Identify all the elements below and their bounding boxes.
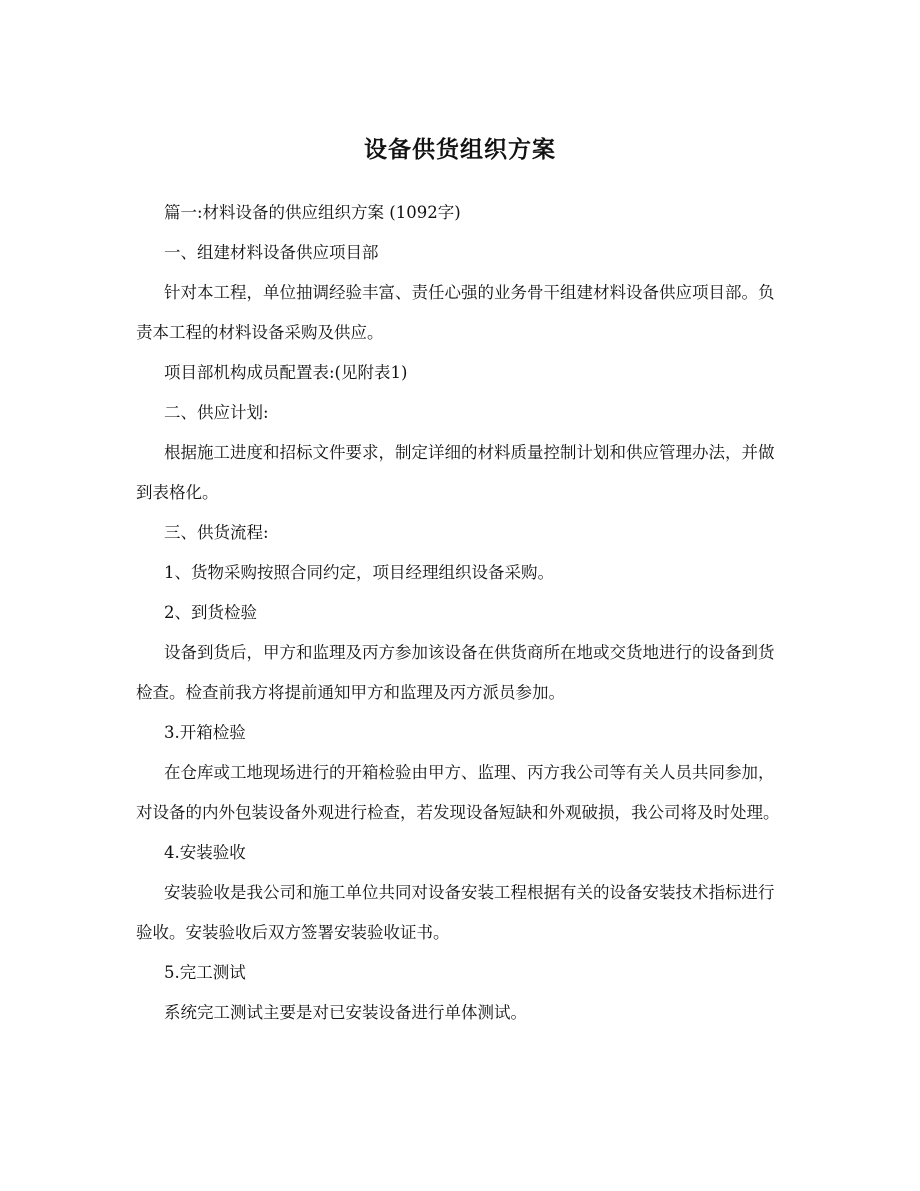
paragraph-step-2-text: 设备到货后，甲方和监理及丙方参加该设备在供货商所在地或交货地进行的设备到货检查。检查前我方将提前通知甲方和监理及丙方派员参加。 — [136, 643, 775, 702]
document-title: 设备供货组织方案 — [364, 136, 556, 163]
paragraph-section-3-heading: 三、供货流程: — [164, 523, 269, 542]
paragraph-step-4-text: 安装验收是我公司和施工单位共同对设备安装工程根据有关的设备安装技术指标进行验收。安装验收后双方签署安装验收证书。 — [136, 883, 775, 942]
paragraph-section-1-heading: 一、组建材料设备供应项目部 — [164, 243, 379, 262]
document-body — [136, 193, 786, 1033]
paragraph-heading-part-one: 篇一:材料设备的供应组织方案 (1092字) — [164, 203, 461, 222]
paragraph-section-1-text: 针对本工程，单位抽调经验丰富、责任心强的业务骨干组建材料设备供应项目部。负责本工程的材料设备采购及供应。 — [136, 283, 775, 342]
paragraph-section-2-heading: 二、供应计划: — [164, 403, 269, 422]
paragraph-step-5-text: 系统完工测试主要是对已安装设备进行单体测试。 — [164, 1003, 527, 1022]
paragraph-org-table-note: 项目部机构成员配置表:(见附表1) — [164, 363, 408, 382]
paragraph-step-1: 1、货物采购按照合同约定，项目经理组织设备采购。 — [164, 563, 554, 582]
paragraph-step-4-heading: 4.安装验收 — [164, 843, 246, 862]
paragraph-step-3-heading: 3.开箱检验 — [164, 723, 246, 742]
paragraph-step-2-heading: 2、到货检验 — [164, 603, 257, 622]
paragraph-section-2-text: 根据施工进度和招标文件要求，制定详细的材料质量控制计划和供应管理办法，并做到表格化。 — [136, 443, 775, 502]
paragraph-step-5-heading: 5.完工测试 — [164, 963, 246, 982]
paragraph-step-3-text: 在仓库或工地现场进行的开箱检验由甲方、监理、丙方我公司等有关人员共同参加，对设备的内外包装设备外观进行检查，若发现设备短缺和外观破损，我公司将及时处理。 — [136, 763, 780, 822]
